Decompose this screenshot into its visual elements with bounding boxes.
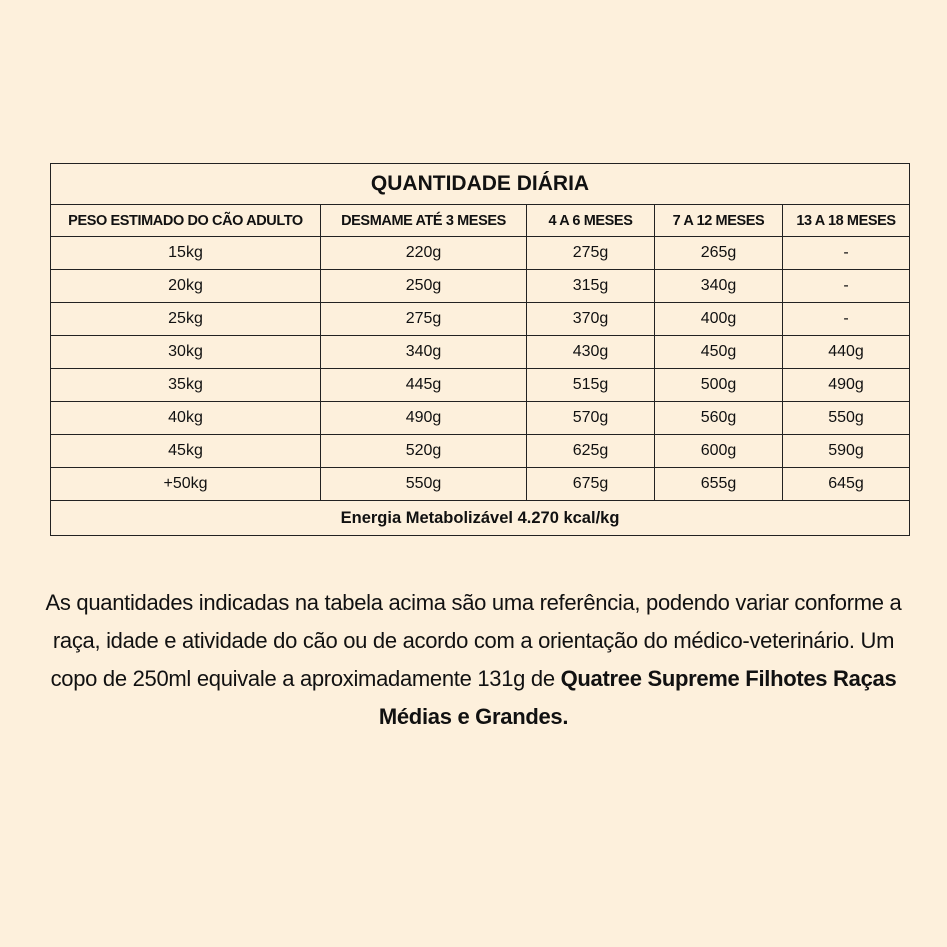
amount-cell: 550g [321,468,527,501]
product-name: Quatree Supreme Filhotes Raças Médias e Grandes. [378,666,897,729]
amount-cell: 400g [655,303,783,336]
amount-cell: 265g [655,237,783,270]
table-row [51,303,910,336]
amount-cell: 655g [655,468,783,501]
amount-cell: 560g [655,402,783,435]
table-row [51,336,910,369]
amount-cell: 570g [527,402,655,435]
weight-cell: 15kg [51,237,321,270]
amount-cell: 590g [783,435,910,468]
feeding-table [50,163,910,536]
table-body [51,237,910,501]
column-header-7-12: 7 A 12 MESES [655,205,783,237]
weight-cell: 40kg [51,402,321,435]
table-row [51,270,910,303]
amount-cell: 600g [655,435,783,468]
column-header-weight: PESO ESTIMADO DO CÃO ADULTO [51,205,321,237]
amount-cell: 250g [321,270,527,303]
table-row [51,237,910,270]
weight-cell: 25kg [51,303,321,336]
weight-cell: 30kg [51,336,321,369]
amount-cell: 275g [527,237,655,270]
amount-cell: 430g [527,336,655,369]
column-header-weaning: DESMAME ATÉ 3 MESES [321,205,527,237]
amount-cell: 445g [321,369,527,402]
amount-cell: 370g [527,303,655,336]
amount-cell: 490g [321,402,527,435]
amount-cell: 520g [321,435,527,468]
column-header-4-6: 4 A 6 MESES [527,205,655,237]
energy-footer: Energia Metabolizável 4.270 kcal/kg [51,501,910,536]
table-row [51,402,910,435]
weight-cell: 45kg [51,435,321,468]
table-title: QUANTIDADE DIÁRIA [51,164,910,205]
amount-cell: - [783,237,910,270]
reference-note [40,584,907,736]
table-row [51,369,910,402]
table-row [51,435,910,468]
amount-cell: 490g [783,369,910,402]
amount-cell: - [783,270,910,303]
amount-cell: 275g [321,303,527,336]
table-row [51,468,910,501]
column-header-13-18: 13 A 18 MESES [783,205,910,237]
amount-cell: 450g [655,336,783,369]
amount-cell: 675g [527,468,655,501]
note-text: As quantidades indicadas na tabela acima são uma referência, podendo variar conforme a raça, idade e atividade do cão ou de acordo com a orientação do médico-veterinário. Um copo de 250ml equivale a aproximadamente 131g de [45,590,902,691]
amount-cell: - [783,303,910,336]
amount-cell: 645g [783,468,910,501]
amount-cell: 440g [783,336,910,369]
amount-cell: 340g [655,270,783,303]
weight-cell: 20kg [51,270,321,303]
amount-cell: 500g [655,369,783,402]
amount-cell: 220g [321,237,527,270]
amount-cell: 515g [527,369,655,402]
weight-cell: +50kg [51,468,321,501]
amount-cell: 340g [321,336,527,369]
weight-cell: 35kg [51,369,321,402]
amount-cell: 550g [783,402,910,435]
amount-cell: 315g [527,270,655,303]
amount-cell: 625g [527,435,655,468]
